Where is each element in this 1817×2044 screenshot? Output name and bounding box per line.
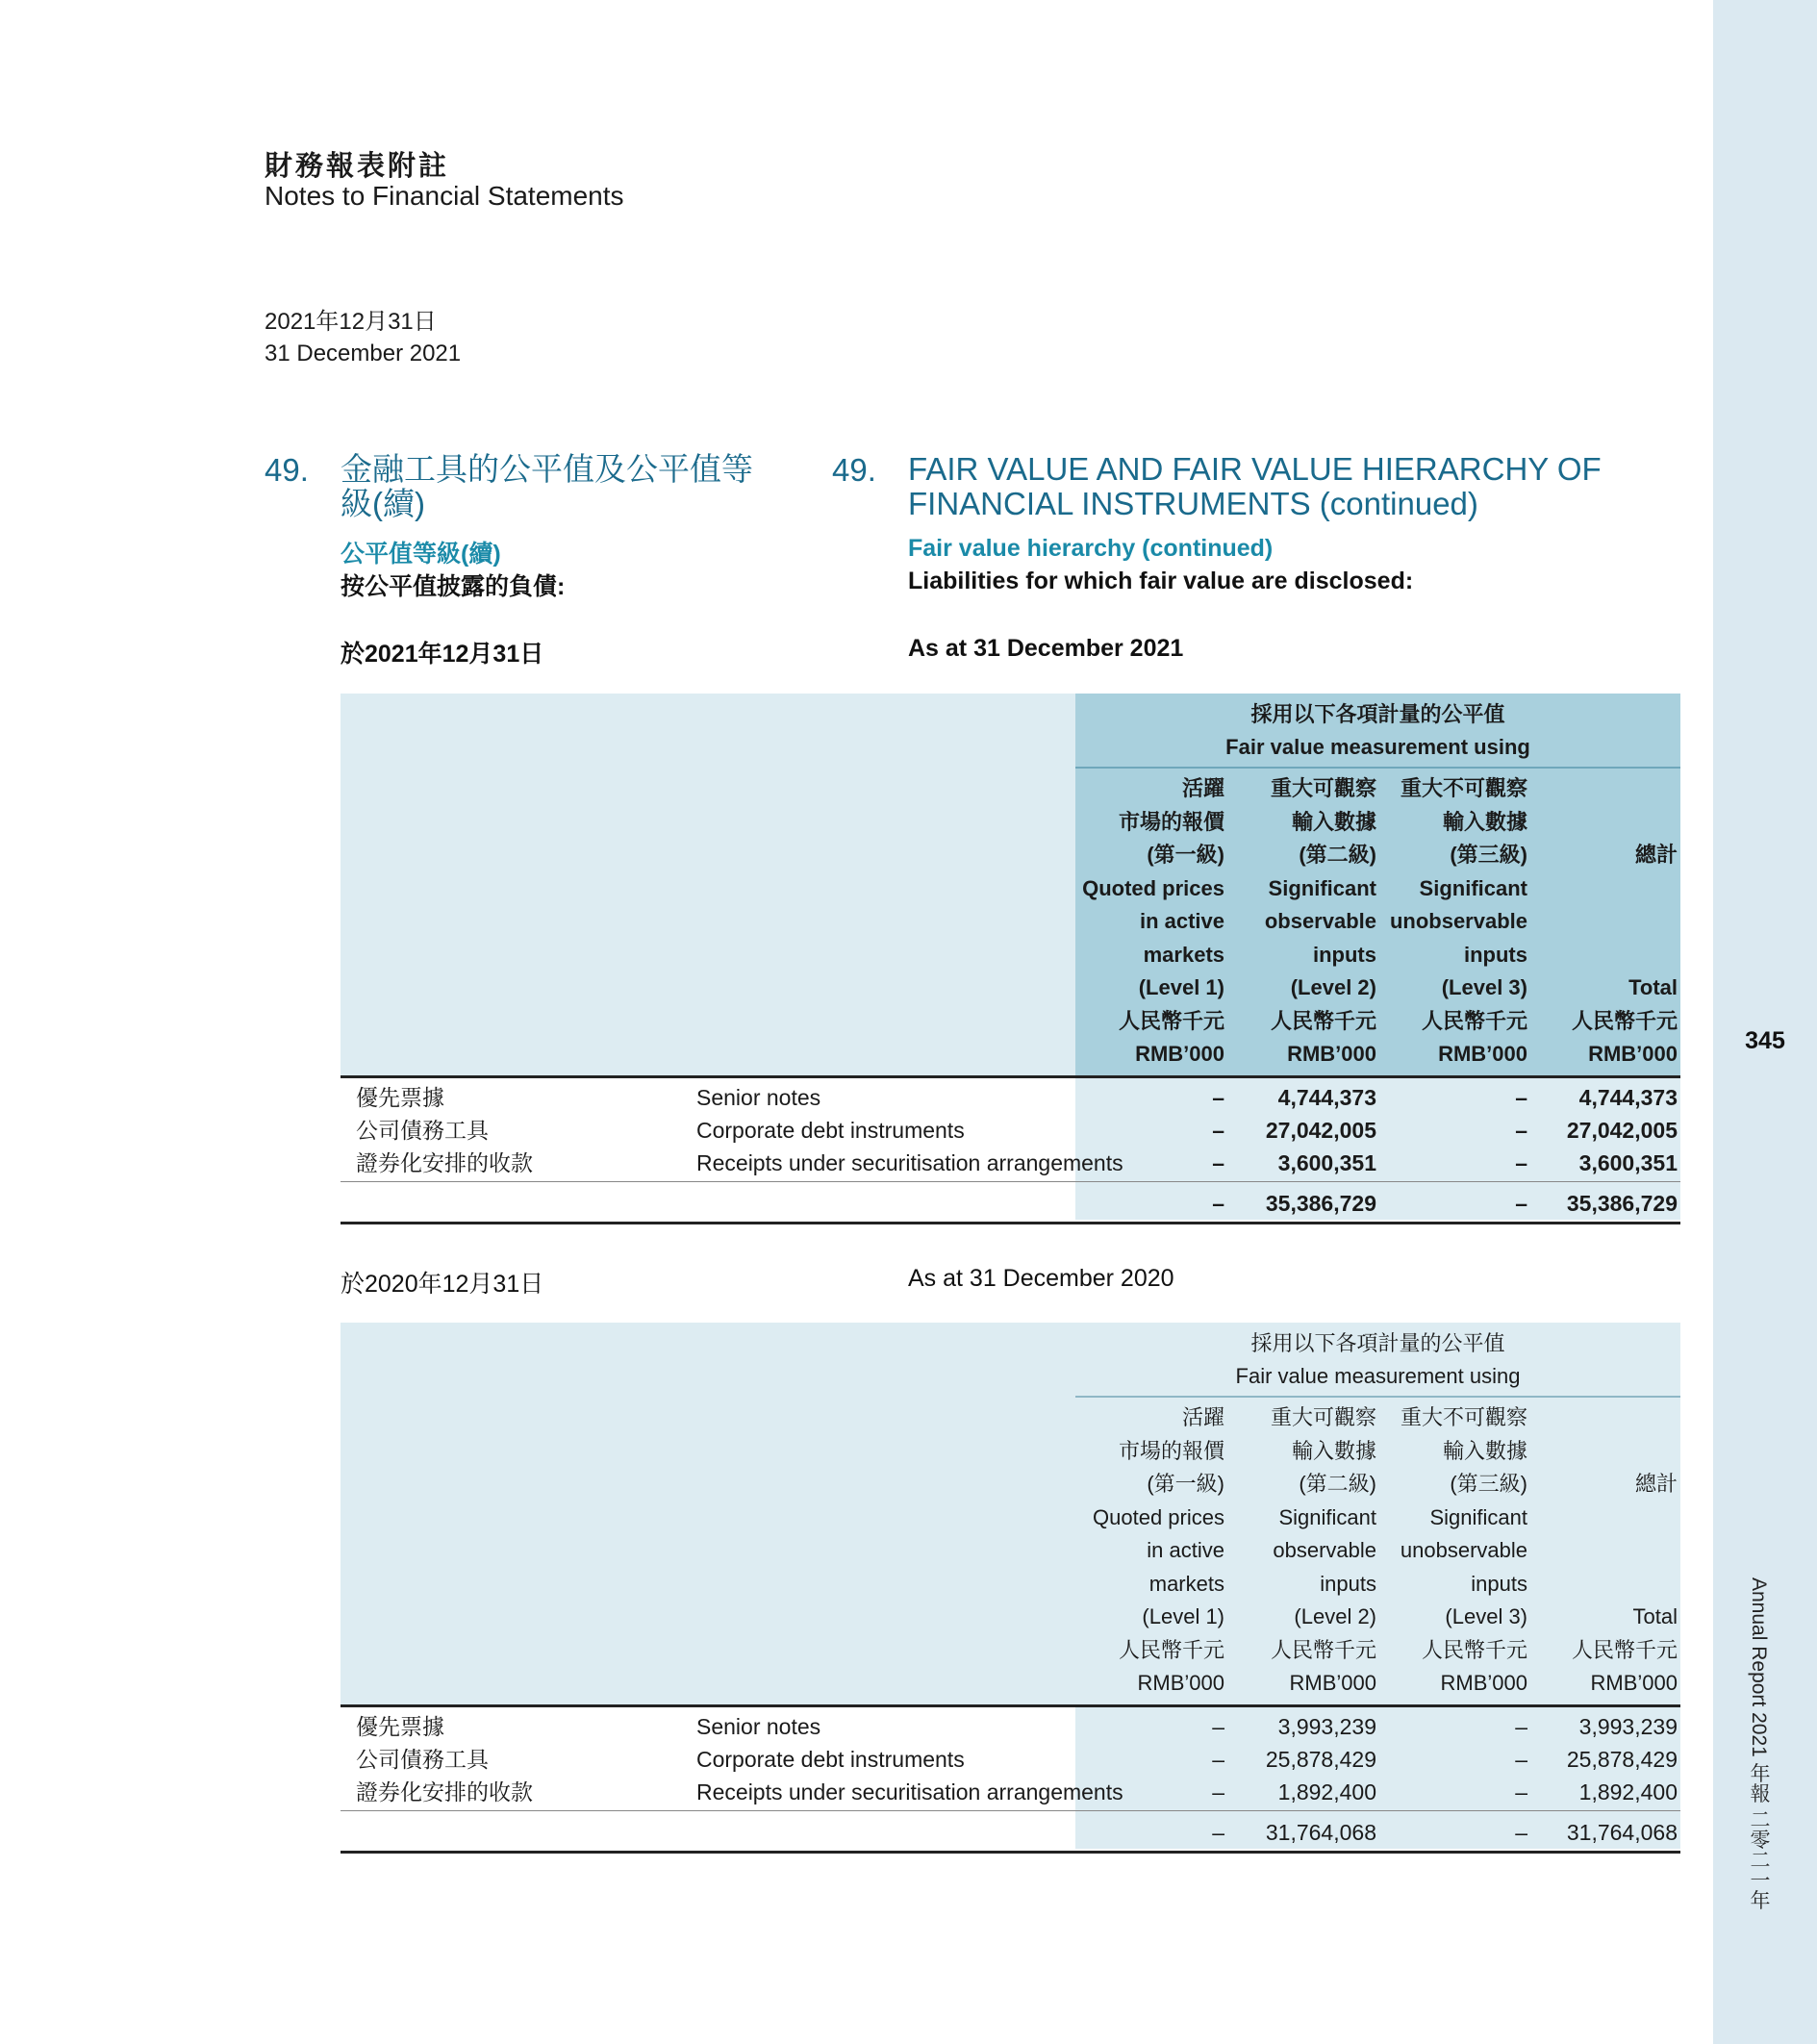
- column-header-line: (第二級): [1299, 1472, 1376, 1496]
- row-value-level-1: –: [1212, 1085, 1224, 1110]
- column-header-line: 總計: [1634, 1472, 1678, 1496]
- column-header-line: observable: [1264, 909, 1376, 933]
- total-value-1: –: [1212, 1820, 1224, 1845]
- row-label-en: Corporate debt instruments: [696, 1747, 965, 1772]
- row-value-level-4: 25,878,429: [1566, 1747, 1678, 1772]
- column-header-line: RMB’000: [1137, 1671, 1224, 1695]
- section-title-en-line: FINANCIAL INSTRUMENTS (continued): [908, 486, 1478, 521]
- row-value-level-2: 4,744,373: [1277, 1085, 1376, 1110]
- measurement-group-header-en: Fair value measurement using: [1225, 735, 1530, 759]
- column-header-line: Quoted prices: [1093, 1504, 1224, 1529]
- subheading2-zh: 按公平值披露的負債:: [341, 573, 566, 600]
- row-label-en: Corporate debt instruments: [696, 1118, 965, 1143]
- column-header-4: [1562, 1401, 1678, 1701]
- column-header-2: [1232, 1401, 1376, 1701]
- column-header-line: 重大可觀察: [1270, 776, 1376, 800]
- row-value-level-2: 3,993,239: [1277, 1714, 1376, 1739]
- column-header-line: [1562, 806, 1678, 840]
- row-label-zh: 證券化安排的收款: [356, 1779, 533, 1804]
- column-header-line: inputs: [1464, 942, 1527, 967]
- table-head-left: [341, 694, 1075, 1075]
- row-value-level-2: 25,878,429: [1265, 1747, 1376, 1772]
- measurement-group-header-zh: 採用以下各項計量的公平值: [1250, 702, 1505, 726]
- column-header-line: (第三級): [1450, 1472, 1527, 1496]
- section-title-en-line: FAIR VALUE AND FAIR VALUE HIERARCHY OF: [908, 451, 1602, 487]
- column-header-line: 重大不可觀察: [1400, 1405, 1527, 1429]
- row-label-en: Receipts under securitisation arrangements: [696, 1150, 1123, 1175]
- column-header-line: [1562, 1534, 1678, 1568]
- column-header-line: 總計: [1634, 843, 1678, 867]
- row-value-level-1: –: [1212, 1779, 1224, 1804]
- column-header-line: 輸入數據: [1442, 809, 1527, 834]
- table-row: [341, 1114, 1680, 1147]
- column-header-line: Significant: [1268, 875, 1376, 900]
- column-header-line: inputs: [1320, 1571, 1376, 1596]
- group-header-rule: [1075, 767, 1680, 769]
- column-header-line: 人民幣千元: [1270, 1637, 1376, 1662]
- column-header-line: (Level 2): [1294, 1604, 1376, 1628]
- table-head-right: [1075, 694, 1680, 1075]
- column-header-line: 人民幣千元: [1571, 1637, 1678, 1662]
- column-header-line: 重大不可觀察: [1400, 776, 1527, 800]
- column-header-line: unobservable: [1389, 909, 1527, 933]
- column-header-line: (Level 2): [1290, 975, 1376, 999]
- column-header-line: (第一級): [1147, 843, 1224, 867]
- table-row: [341, 1147, 1680, 1179]
- column-header-line: in active: [1147, 1538, 1224, 1562]
- header-date-en: 31 December 2021: [265, 341, 462, 366]
- section-title-en: [908, 452, 1602, 521]
- total-value-2: 31,764,068: [1265, 1820, 1376, 1845]
- page-number: 345: [1745, 1027, 1785, 1054]
- column-header-4: [1562, 772, 1678, 1072]
- table-row: [341, 1776, 1680, 1808]
- column-header-line: (Level 1): [1138, 975, 1224, 999]
- total-bottom-rule: [341, 1222, 1680, 1224]
- row-label-en: Senior notes: [696, 1085, 821, 1110]
- column-header-line: markets: [1148, 1571, 1224, 1596]
- column-header-line: unobservable: [1400, 1538, 1527, 1562]
- row-value-level-4: 3,993,239: [1578, 1714, 1678, 1739]
- column-header-line: RMB’000: [1135, 1042, 1224, 1066]
- column-header-line: 市場的報價: [1118, 809, 1224, 834]
- column-header-line: 人民幣千元: [1571, 1008, 1678, 1033]
- table-head-left: [341, 1323, 1075, 1704]
- header-title-zh: 財務報表附註: [265, 149, 450, 182]
- subtotal-rule: [341, 1810, 1680, 1811]
- as-at-zh-2020: 於2020年12月31日: [341, 1271, 544, 1298]
- column-header-line: [1562, 1401, 1678, 1435]
- total-value-4: 35,386,729: [1566, 1191, 1678, 1216]
- section-number-zh: 49.: [265, 452, 309, 488]
- column-header-line: [1562, 939, 1678, 972]
- column-header-line: Total: [1632, 1604, 1678, 1628]
- column-header-line: RMB’000: [1289, 1671, 1376, 1695]
- column-header-line: RMB’000: [1590, 1671, 1678, 1695]
- column-header-line: RMB’000: [1287, 1042, 1376, 1066]
- section-title-zh: [341, 452, 753, 521]
- column-header-line: [1562, 1435, 1678, 1469]
- row-value-level-4: 1,892,400: [1578, 1779, 1678, 1804]
- column-header-line: [1562, 905, 1678, 939]
- column-header-line: in active: [1139, 909, 1224, 933]
- row-value-level-4: 4,744,373: [1578, 1085, 1678, 1110]
- row-value-level-3: –: [1515, 1747, 1527, 1772]
- table-row: [341, 1081, 1680, 1114]
- column-header-line: 輸入數據: [1291, 1438, 1376, 1463]
- subtotal-rule: [341, 1181, 1680, 1182]
- measurement-group-header-en: Fair value measurement using: [1235, 1364, 1521, 1388]
- group-header-rule: [1075, 1396, 1680, 1398]
- row-label-zh: 公司債務工具: [356, 1747, 489, 1772]
- column-header-line: inputs: [1313, 942, 1376, 967]
- row-label-zh: 優先票據: [356, 1714, 444, 1739]
- column-header-line: Significant: [1278, 1504, 1376, 1529]
- column-header-line: 人民幣千元: [1270, 1008, 1376, 1033]
- as-at-zh-2021: 於2021年12月31日: [341, 641, 544, 668]
- row-value-level-3: –: [1515, 1118, 1527, 1143]
- column-header-line: observable: [1273, 1538, 1376, 1562]
- column-header-1: [1061, 772, 1224, 1072]
- measurement-group-header-zh: 採用以下各項計量的公平值: [1250, 1331, 1505, 1355]
- row-label-zh: 優先票據: [356, 1085, 444, 1110]
- subheading-en: Fair value hierarchy (continued): [908, 535, 1274, 562]
- column-header-1: [1061, 1401, 1224, 1701]
- column-header-line: (Level 3): [1445, 1604, 1527, 1628]
- column-header-line: (Level 3): [1441, 975, 1527, 999]
- column-header-line: 人民幣千元: [1421, 1008, 1527, 1033]
- total-value-1: –: [1212, 1191, 1224, 1216]
- table-head-right: [1075, 1323, 1680, 1704]
- column-header-line: (第一級): [1147, 1472, 1224, 1496]
- column-header-line: (Level 1): [1142, 1604, 1224, 1628]
- column-header-line: 人民幣千元: [1421, 1637, 1527, 1662]
- row-label-zh: 證券化安排的收款: [356, 1150, 533, 1175]
- row-value-level-2: 3,600,351: [1277, 1150, 1376, 1175]
- side-report-label: Annual Report 2021 年報 二零二一年: [1748, 1577, 1770, 1910]
- row-value-level-3: –: [1515, 1779, 1527, 1804]
- column-header-line: 活躍: [1181, 1405, 1224, 1429]
- table-row: [341, 1743, 1680, 1776]
- section-title-zh-line: 級(續): [341, 486, 425, 521]
- column-header-line: RMB’000: [1588, 1042, 1678, 1066]
- row-value-level-3: –: [1515, 1714, 1527, 1739]
- section-number-en: 49.: [832, 452, 876, 488]
- table-row: [341, 1710, 1680, 1743]
- total-row: [341, 1816, 1680, 1849]
- column-header-line: 輸入數據: [1442, 1438, 1527, 1463]
- row-label-zh: 公司債務工具: [356, 1118, 489, 1143]
- column-header-line: [1562, 1501, 1678, 1535]
- column-header-line: inputs: [1471, 1571, 1527, 1596]
- row-value-level-2: 27,042,005: [1265, 1118, 1376, 1143]
- section-title-zh-line: 金融工具的公平值及公平值等: [341, 451, 753, 487]
- column-header-line: Total: [1628, 975, 1678, 999]
- column-header-line: RMB’000: [1440, 1671, 1527, 1695]
- row-value-level-4: 27,042,005: [1566, 1118, 1678, 1143]
- column-header-line: 輸入數據: [1291, 809, 1376, 834]
- row-label-en: Receipts under securitisation arrangements: [696, 1779, 1123, 1804]
- row-value-level-2: 1,892,400: [1277, 1779, 1376, 1804]
- subheading-zh: 公平值等級(續): [341, 541, 501, 568]
- row-value-level-4: 3,600,351: [1578, 1150, 1678, 1175]
- subheading2-en: Liabilities for which fair value are disclosed:: [908, 568, 1414, 594]
- total-value-3: –: [1515, 1820, 1527, 1845]
- column-header-line: Significant: [1429, 1504, 1527, 1529]
- column-header-line: (第三級): [1450, 843, 1527, 867]
- header-title-en: Notes to Financial Statements: [265, 181, 624, 211]
- column-header-line: 市場的報價: [1118, 1438, 1224, 1463]
- total-bottom-rule: [341, 1851, 1680, 1854]
- total-row: [341, 1187, 1680, 1220]
- measurement-group-header: [1075, 1323, 1680, 1396]
- row-value-level-1: –: [1212, 1714, 1224, 1739]
- as-at-en-2020: As at 31 December 2020: [908, 1265, 1174, 1292]
- column-header-line: 重大可觀察: [1270, 1405, 1376, 1429]
- row-value-level-1: –: [1212, 1747, 1224, 1772]
- total-value-4: 31,764,068: [1566, 1820, 1678, 1845]
- column-header-2: [1232, 772, 1376, 1072]
- total-value-3: –: [1515, 1191, 1527, 1216]
- row-label-en: Senior notes: [696, 1714, 821, 1739]
- total-value-2: 35,386,729: [1265, 1191, 1376, 1216]
- column-header-line: Significant: [1419, 875, 1527, 900]
- column-header-3: [1374, 1401, 1527, 1701]
- row-value-level-3: –: [1515, 1150, 1527, 1175]
- column-header-line: 活躍: [1181, 776, 1224, 800]
- row-value-level-1: –: [1212, 1118, 1224, 1143]
- row-value-level-3: –: [1515, 1085, 1527, 1110]
- column-header-line: Quoted prices: [1082, 875, 1224, 900]
- column-header-line: RMB’000: [1438, 1042, 1527, 1066]
- column-header-3: [1374, 772, 1527, 1072]
- column-header-line: markets: [1143, 942, 1224, 967]
- column-header-line: [1562, 1568, 1678, 1602]
- header-date-zh: 2021年12月31日: [265, 309, 437, 335]
- column-header-line: [1562, 872, 1678, 906]
- column-header-line: (第二級): [1299, 843, 1376, 867]
- measurement-group-header: [1075, 694, 1680, 767]
- column-header-line: [1562, 772, 1678, 806]
- column-header-line: 人民幣千元: [1118, 1637, 1224, 1662]
- row-value-level-1: –: [1212, 1150, 1224, 1175]
- column-header-line: 人民幣千元: [1118, 1008, 1224, 1033]
- as-at-en-2021: As at 31 December 2021: [908, 635, 1184, 662]
